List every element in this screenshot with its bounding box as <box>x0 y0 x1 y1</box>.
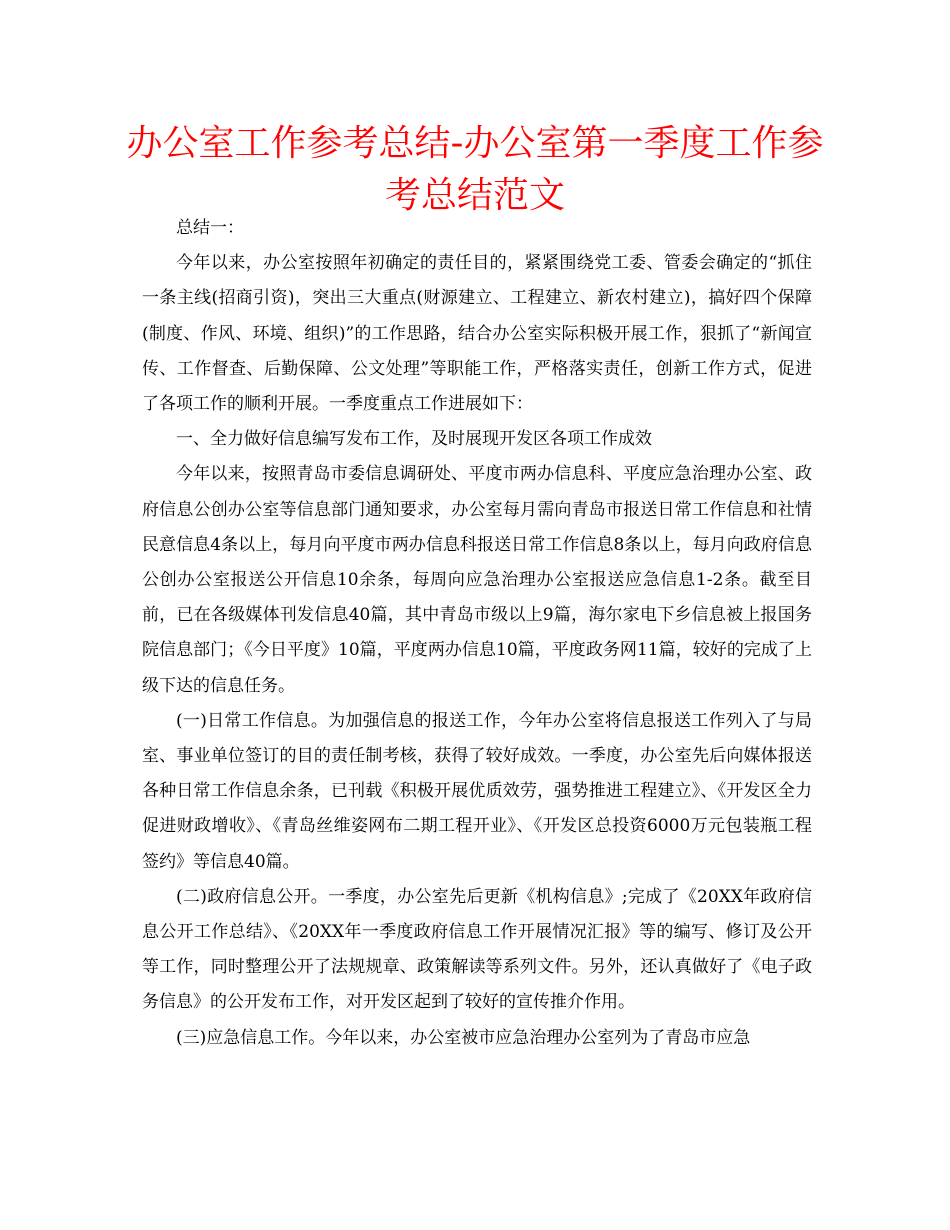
section-heading: 一、全力做好信息编写发布工作，及时展现开发区各项工作成效 <box>176 429 652 450</box>
paragraph: (二)政府信息公开。一季度，办公室先后更新《机构信息》;完成了《20XX年政府信息公开工作总结》、《20XX年一季度政府信息工作开展情况汇报》等的编写、修订及公开等工作，同时整理公开了法规规章、政策解读等系列文件。另外，还认真做好了《电子政务信息》的公开发布工作，对开发区起到了较好的宣传推介作用。 <box>142 886 812 1013</box>
paragraph: 今年以来，办公室按照年初确定的责任目的，紧紧围绕党工委、管委会确定的“抓住一条主线(招商引资)，突出三大重点(财源建立、工程建立、新农村建立)，搞好四个保障(制度、作风、环境、组织)”的工作思路，结合办公室实际积极开展工作，狠抓了“新闻宣传、工作督查、后勤保障、公文处理”等职能工作，严格落实责任，创新工作方式，促进了各项工作的顺利开展。一季度重点工作进展如下： <box>142 253 812 415</box>
document-title: 办公室工作参考总结-办公室第一季度工作参考总结范文 <box>126 123 824 216</box>
paragraph: (三)应急信息工作。今年以来，办公室被市应急治理办公室列为了青岛市应急 <box>176 1027 751 1048</box>
paragraph: (一)日常工作信息。为加强信息的报送工作，今年办公室将信息报送工作列入了与局室、事业单位签订的目的责任制考核，获得了较好成效。一季度，办公室先后向媒体报送各种日常工作信息余条，已刊载《积极开展优质效劳，强势推进工程建立》、《开发区全力促进财政增收》、《青岛丝维姿网布二期工程开业》、《开发区总投资6000万元包装瓶工程签约》等信息40篇。 <box>142 710 812 872</box>
paragraph: 总结一： <box>176 218 244 238</box>
paragraph: 今年以来，按照青岛市委信息调研处、平度市两办信息科、平度应急治理办公室、政府信息公创办公室等信息部门通知要求，办公室每月需向青岛市报送日常工作信息和社情民意信息4条以上，每月向平度市两办信息科报送日常工作信息8条以上，每月向政府信息公创办公室报送公开信息10余条，每周向应急治理办公室报送应急信息1-2条。截至目前，已在各级媒体刊发信息40篇，其中青岛市级以上9篇，海尔家电下乡信息被上报国务院信息部门；《今日平度》10篇，平度两办信息10篇，平度政务网11篇，较好的完成了上级下达的信息任务。 <box>142 464 812 696</box>
document-body <box>142 211 812 1056</box>
